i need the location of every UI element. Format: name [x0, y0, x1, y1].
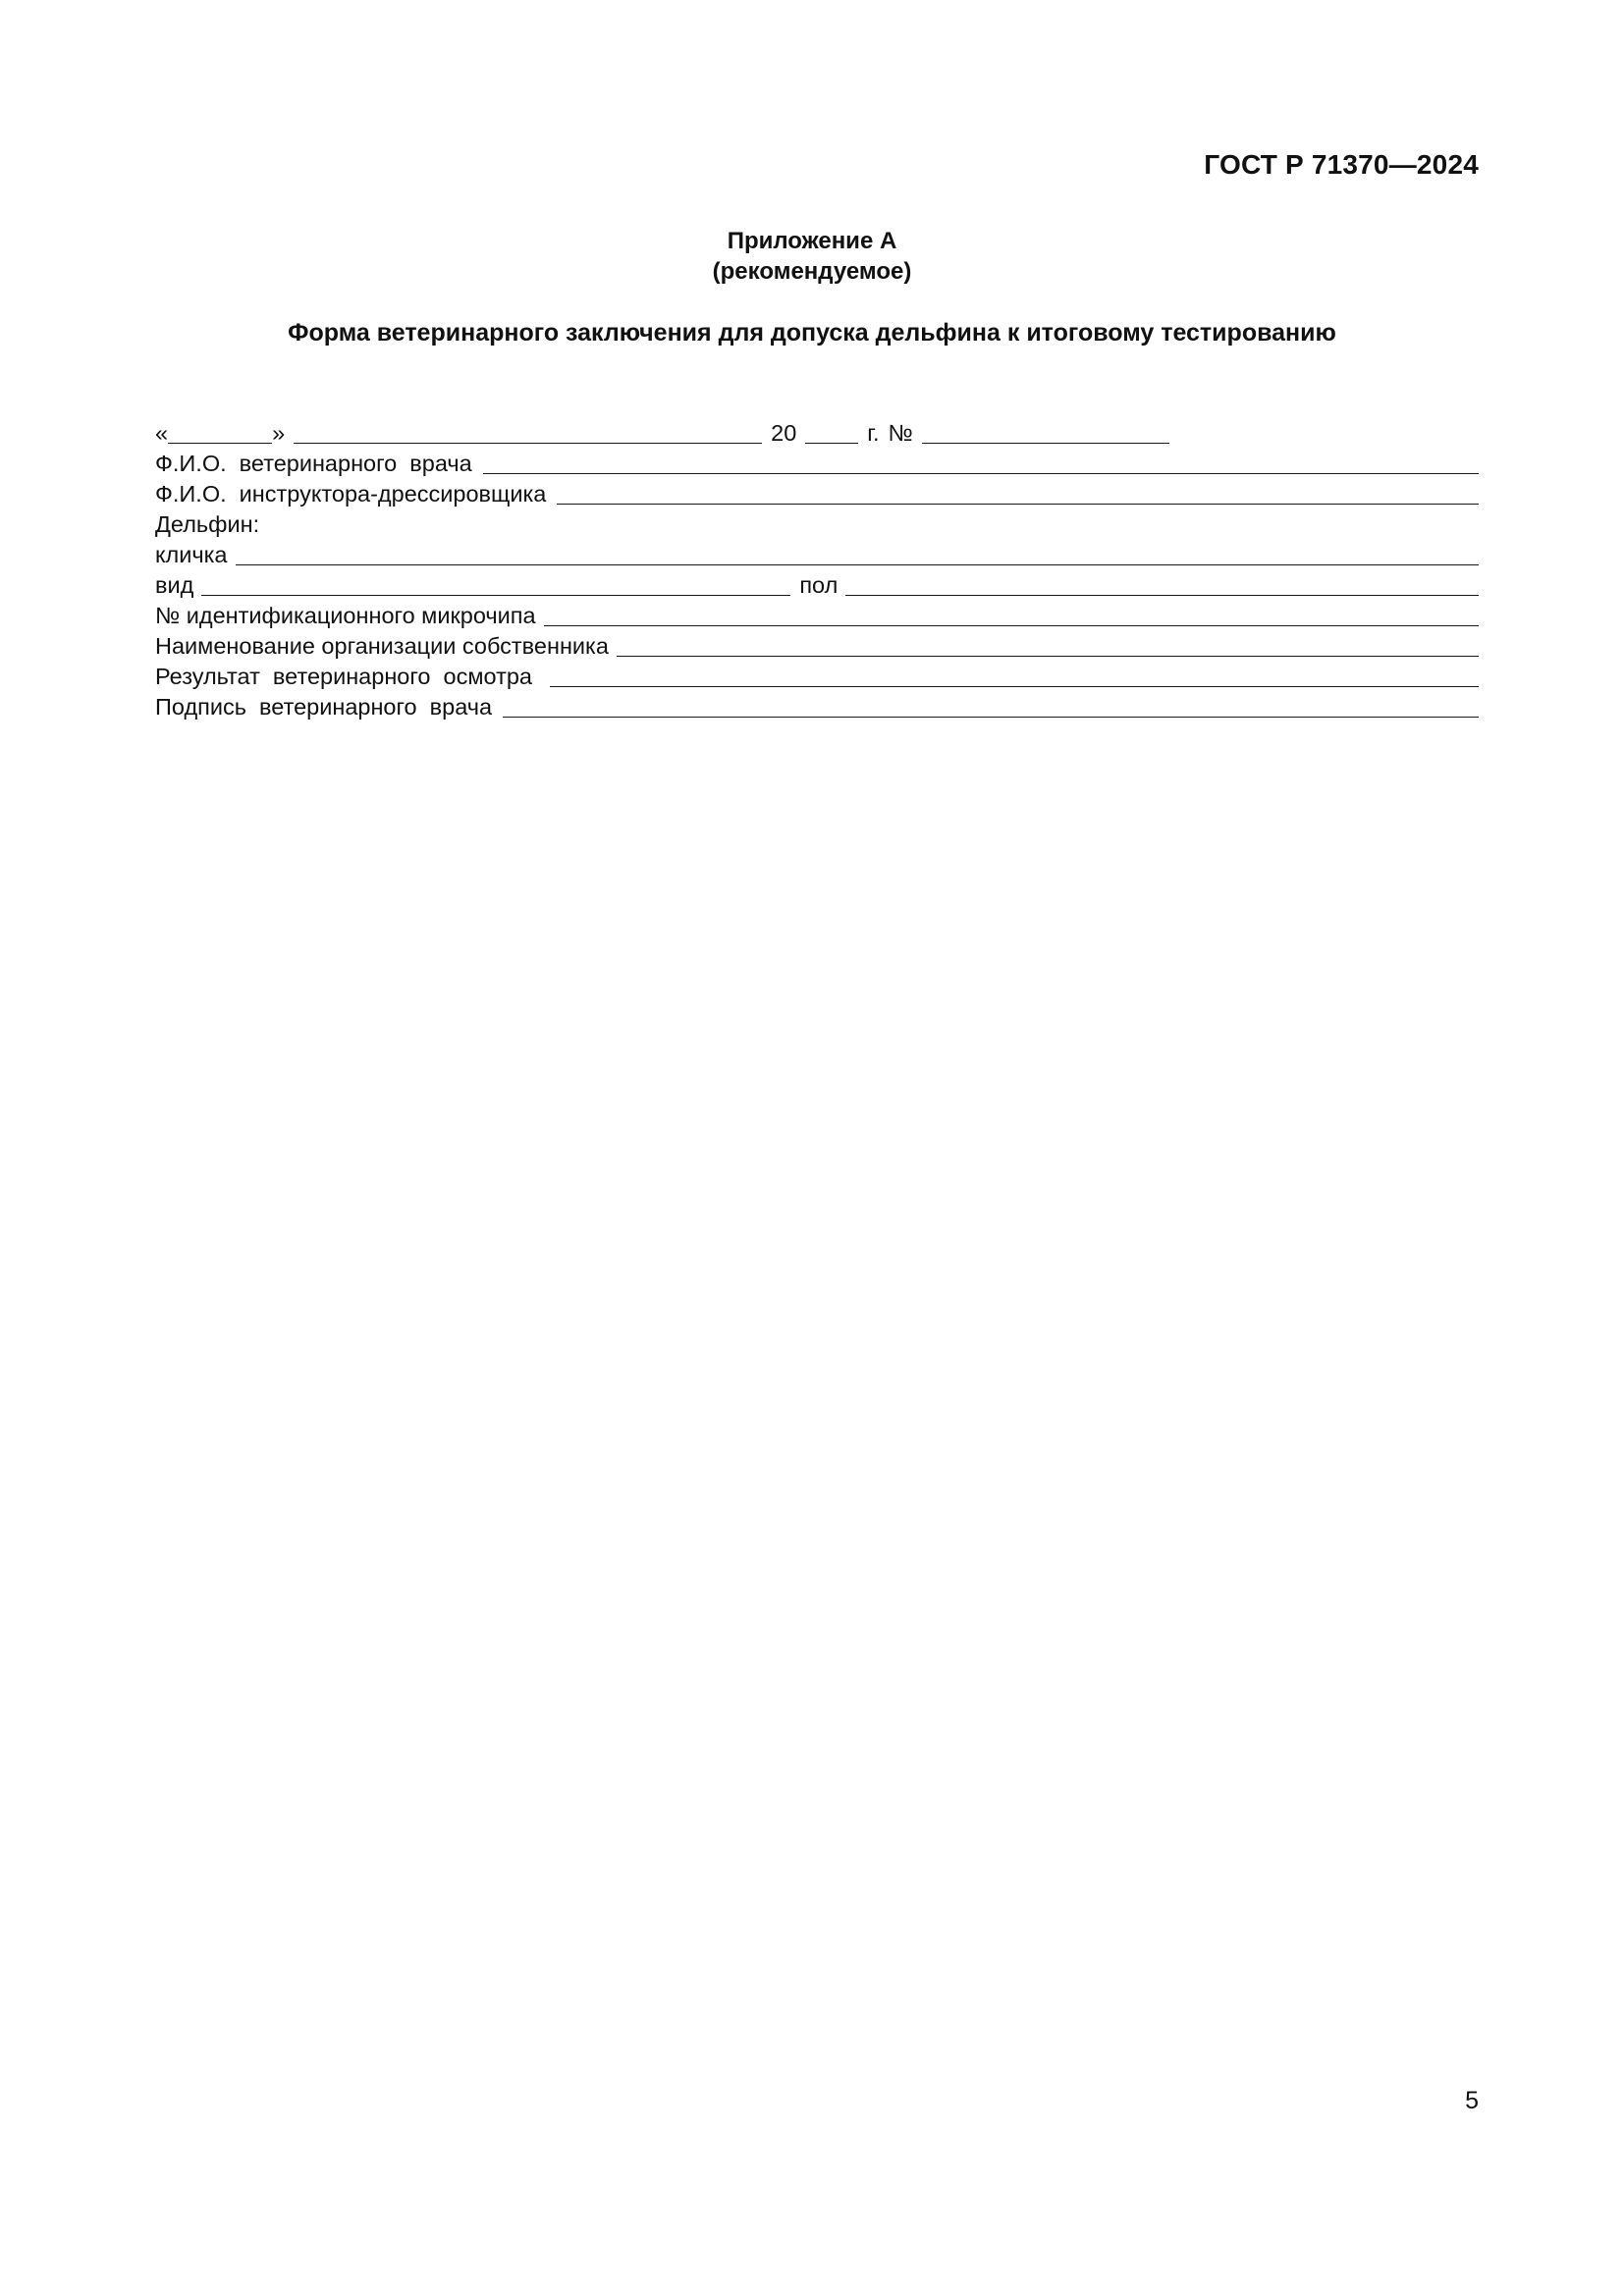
annex-status: (рекомендуемое) — [712, 258, 912, 285]
vet-signature-field[interactable] — [503, 695, 1479, 718]
year-prefix: 20 — [771, 420, 797, 446]
species-label: вид — [155, 572, 194, 598]
vet-name-row — [155, 446, 1479, 476]
exam-result-row — [155, 659, 1479, 689]
annex-title: Приложение А — [727, 228, 897, 254]
microchip-row — [155, 598, 1479, 628]
owner-org-field[interactable] — [617, 634, 1479, 657]
exam-result-field[interactable] — [550, 665, 1479, 687]
vet-conclusion-form — [155, 415, 1479, 720]
dolphin-heading-row — [155, 507, 1479, 537]
sex-field[interactable] — [845, 573, 1479, 596]
vet-signature-label: Подпись ветеринарного врача — [155, 694, 493, 720]
species-sex-row — [155, 567, 1479, 598]
form-title: Форма ветеринарного заключения для допуска дельфина к итоговому тестированию — [288, 319, 1336, 347]
vet-name-field[interactable] — [483, 452, 1479, 474]
trainer-name-field[interactable] — [557, 482, 1479, 505]
annex-heading — [0, 226, 1624, 287]
open-quote: « — [155, 420, 169, 446]
month-field[interactable] — [294, 421, 762, 444]
date-number-row — [155, 415, 1479, 446]
microchip-field[interactable] — [544, 604, 1479, 626]
nickname-label: кличка — [155, 542, 228, 567]
document-code: ГОСТ Р 71370—2024 — [1204, 149, 1479, 180]
trainer-name-label: Ф.И.О. инструктора-дрессировщика — [155, 481, 547, 507]
number-sign: № — [888, 420, 913, 446]
document-number-field[interactable] — [922, 421, 1169, 444]
page-number: 5 — [1465, 2087, 1479, 2114]
owner-org-label: Наименование организации собственника — [155, 633, 609, 659]
close-quote: » — [272, 420, 286, 446]
owner-org-row — [155, 628, 1479, 659]
vet-name-label: Ф.И.О. ветеринарного врача — [155, 451, 472, 476]
vet-signature-row — [155, 689, 1479, 720]
species-field[interactable] — [201, 573, 790, 596]
year-field[interactable] — [805, 421, 858, 444]
trainer-name-row — [155, 476, 1479, 507]
nickname-row — [155, 537, 1479, 567]
year-suffix: г. — [867, 420, 880, 446]
nickname-field[interactable] — [236, 543, 1480, 565]
exam-result-label: Результат ветеринарного осмотра — [155, 664, 532, 689]
microchip-label: № идентификационного микрочипа — [155, 603, 536, 628]
sex-label: пол — [799, 572, 839, 598]
dolphin-heading: Дельфин: — [155, 511, 260, 537]
day-field[interactable] — [168, 421, 272, 444]
